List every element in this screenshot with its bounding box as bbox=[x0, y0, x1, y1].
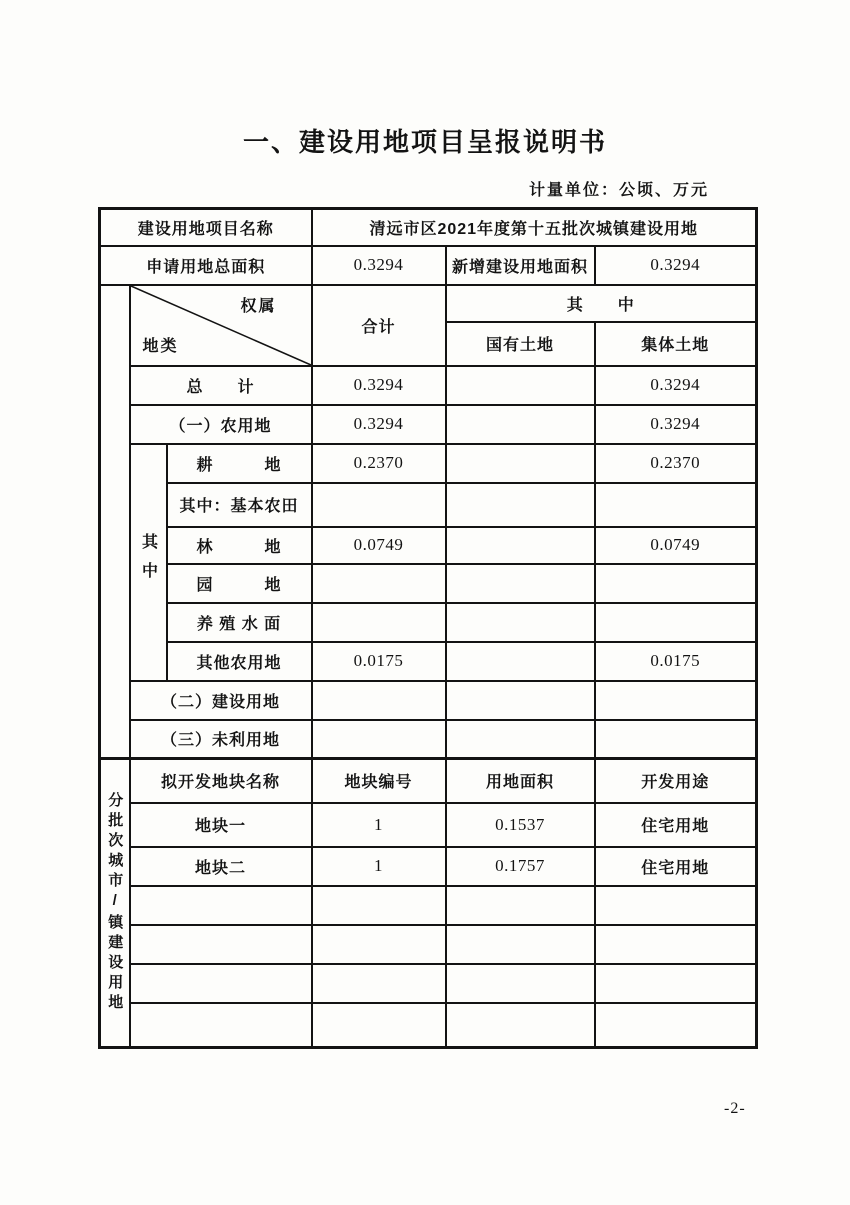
land-row-collective: 0.0749 bbox=[595, 527, 757, 564]
plot-name bbox=[130, 964, 312, 1003]
plot-name: 地块一 bbox=[130, 803, 312, 847]
table-row bbox=[100, 803, 757, 847]
plot-code bbox=[312, 886, 446, 925]
plot-area bbox=[446, 1003, 595, 1048]
plot-use bbox=[595, 886, 757, 925]
land-row-label: 其中：基本农田 bbox=[167, 483, 312, 527]
table-row bbox=[100, 925, 757, 964]
spacer-cell bbox=[100, 285, 130, 759]
land-row-state bbox=[446, 405, 595, 444]
plot-code: 1 bbox=[312, 803, 446, 847]
land-row-label: （一）农用地 bbox=[130, 405, 312, 444]
plot-area bbox=[446, 964, 595, 1003]
diagonal-label-ownership: 权属 bbox=[240, 297, 277, 315]
land-row-state bbox=[446, 720, 595, 759]
plots-header-use: 开发用途 bbox=[595, 759, 757, 803]
land-row-label: 耕 地 bbox=[167, 444, 312, 483]
project-name-label: 建设用地项目名称 bbox=[100, 209, 312, 246]
table-row bbox=[100, 759, 757, 803]
land-row-total: 0.2370 bbox=[312, 444, 446, 483]
land-row-label: 总 计 bbox=[130, 366, 312, 405]
plots-header-name: 拟开发地块名称 bbox=[130, 759, 312, 803]
land-row-state bbox=[446, 444, 595, 483]
among-group-label: 其中 bbox=[130, 444, 167, 681]
land-row-collective bbox=[595, 564, 757, 603]
table-row bbox=[100, 527, 757, 564]
land-row-collective: 0.3294 bbox=[595, 405, 757, 444]
table-row bbox=[100, 603, 757, 642]
land-row-total: 0.0749 bbox=[312, 527, 446, 564]
land-row-state bbox=[446, 642, 595, 681]
table-row bbox=[100, 964, 757, 1003]
plot-name bbox=[130, 886, 312, 925]
column-header-total: 合计 bbox=[312, 285, 446, 366]
land-row-total bbox=[312, 483, 446, 527]
table-row bbox=[100, 483, 757, 527]
plot-use: 住宅用地 bbox=[595, 803, 757, 847]
land-row-label: 其他农用地 bbox=[167, 642, 312, 681]
total-area-label: 申请用地总面积 bbox=[100, 246, 312, 285]
land-row-collective: 0.0175 bbox=[595, 642, 757, 681]
land-row-state bbox=[446, 681, 595, 720]
column-header-among: 其 中 bbox=[446, 285, 757, 322]
project-name-value: 清远市区2021年度第十五批次城镇建设用地 bbox=[312, 209, 757, 246]
diagonal-header-cell bbox=[130, 285, 312, 366]
land-row-state bbox=[446, 483, 595, 527]
page-number: -2- bbox=[724, 1100, 746, 1117]
land-row-state bbox=[446, 366, 595, 405]
land-row-total bbox=[312, 603, 446, 642]
plot-code bbox=[312, 925, 446, 964]
land-row-label: （二）建设用地 bbox=[130, 681, 312, 720]
plot-code bbox=[312, 1003, 446, 1048]
table-row bbox=[100, 847, 757, 886]
plot-area bbox=[446, 886, 595, 925]
land-row-total bbox=[312, 720, 446, 759]
total-area-value: 0.3294 bbox=[312, 246, 446, 285]
table-row bbox=[100, 642, 757, 681]
land-row-total bbox=[312, 564, 446, 603]
plot-area: 0.1537 bbox=[446, 803, 595, 847]
plot-use: 住宅用地 bbox=[595, 847, 757, 886]
land-declaration-table bbox=[98, 207, 758, 1049]
plot-name bbox=[130, 1003, 312, 1048]
table-row bbox=[100, 886, 757, 925]
plot-area: 0.1757 bbox=[446, 847, 595, 886]
new-area-label: 新增建设用地面积 bbox=[446, 246, 595, 285]
plot-code: 1 bbox=[312, 847, 446, 886]
land-row-total bbox=[312, 681, 446, 720]
land-row-collective bbox=[595, 681, 757, 720]
plots-section-side-label: 分批次城市/镇建设用地 bbox=[100, 759, 130, 1048]
land-row-label: （三）未利用地 bbox=[130, 720, 312, 759]
plot-name bbox=[130, 925, 312, 964]
land-row-label: 养 殖 水 面 bbox=[167, 603, 312, 642]
land-row-state bbox=[446, 564, 595, 603]
land-row-collective bbox=[595, 483, 757, 527]
land-row-total: 0.3294 bbox=[312, 405, 446, 444]
table-row bbox=[100, 246, 757, 285]
table-row bbox=[100, 1003, 757, 1048]
plots-header-area: 用地面积 bbox=[446, 759, 595, 803]
new-area-value: 0.3294 bbox=[595, 246, 757, 285]
table-row bbox=[100, 681, 757, 720]
plot-name: 地块二 bbox=[130, 847, 312, 886]
land-row-state bbox=[446, 603, 595, 642]
table-row bbox=[100, 564, 757, 603]
column-header-state-land: 国有土地 bbox=[446, 322, 595, 366]
plot-area bbox=[446, 925, 595, 964]
land-row-collective: 0.3294 bbox=[595, 366, 757, 405]
unit-note: 计量单位：公顷、万元 bbox=[528, 182, 709, 199]
plot-code bbox=[312, 964, 446, 1003]
land-row-label: 园 地 bbox=[167, 564, 312, 603]
table-row bbox=[100, 405, 757, 444]
diagonal-label-landtype: 地类 bbox=[142, 337, 179, 355]
plots-header-code: 地块编号 bbox=[312, 759, 446, 803]
table-row bbox=[100, 720, 757, 759]
plot-use bbox=[595, 1003, 757, 1048]
table-row bbox=[100, 285, 757, 322]
table-row bbox=[100, 366, 757, 405]
land-row-collective bbox=[595, 603, 757, 642]
plot-use bbox=[595, 964, 757, 1003]
table-row bbox=[100, 444, 757, 483]
land-row-total: 0.0175 bbox=[312, 642, 446, 681]
land-row-label: 林 地 bbox=[167, 527, 312, 564]
land-row-collective bbox=[595, 720, 757, 759]
land-row-collective: 0.2370 bbox=[595, 444, 757, 483]
page-title: 一、建设用地项目呈报说明书 bbox=[242, 127, 607, 157]
column-header-collective-land: 集体土地 bbox=[595, 322, 757, 366]
land-row-state bbox=[446, 527, 595, 564]
plot-use bbox=[595, 925, 757, 964]
table-row bbox=[100, 209, 757, 246]
land-row-total: 0.3294 bbox=[312, 366, 446, 405]
